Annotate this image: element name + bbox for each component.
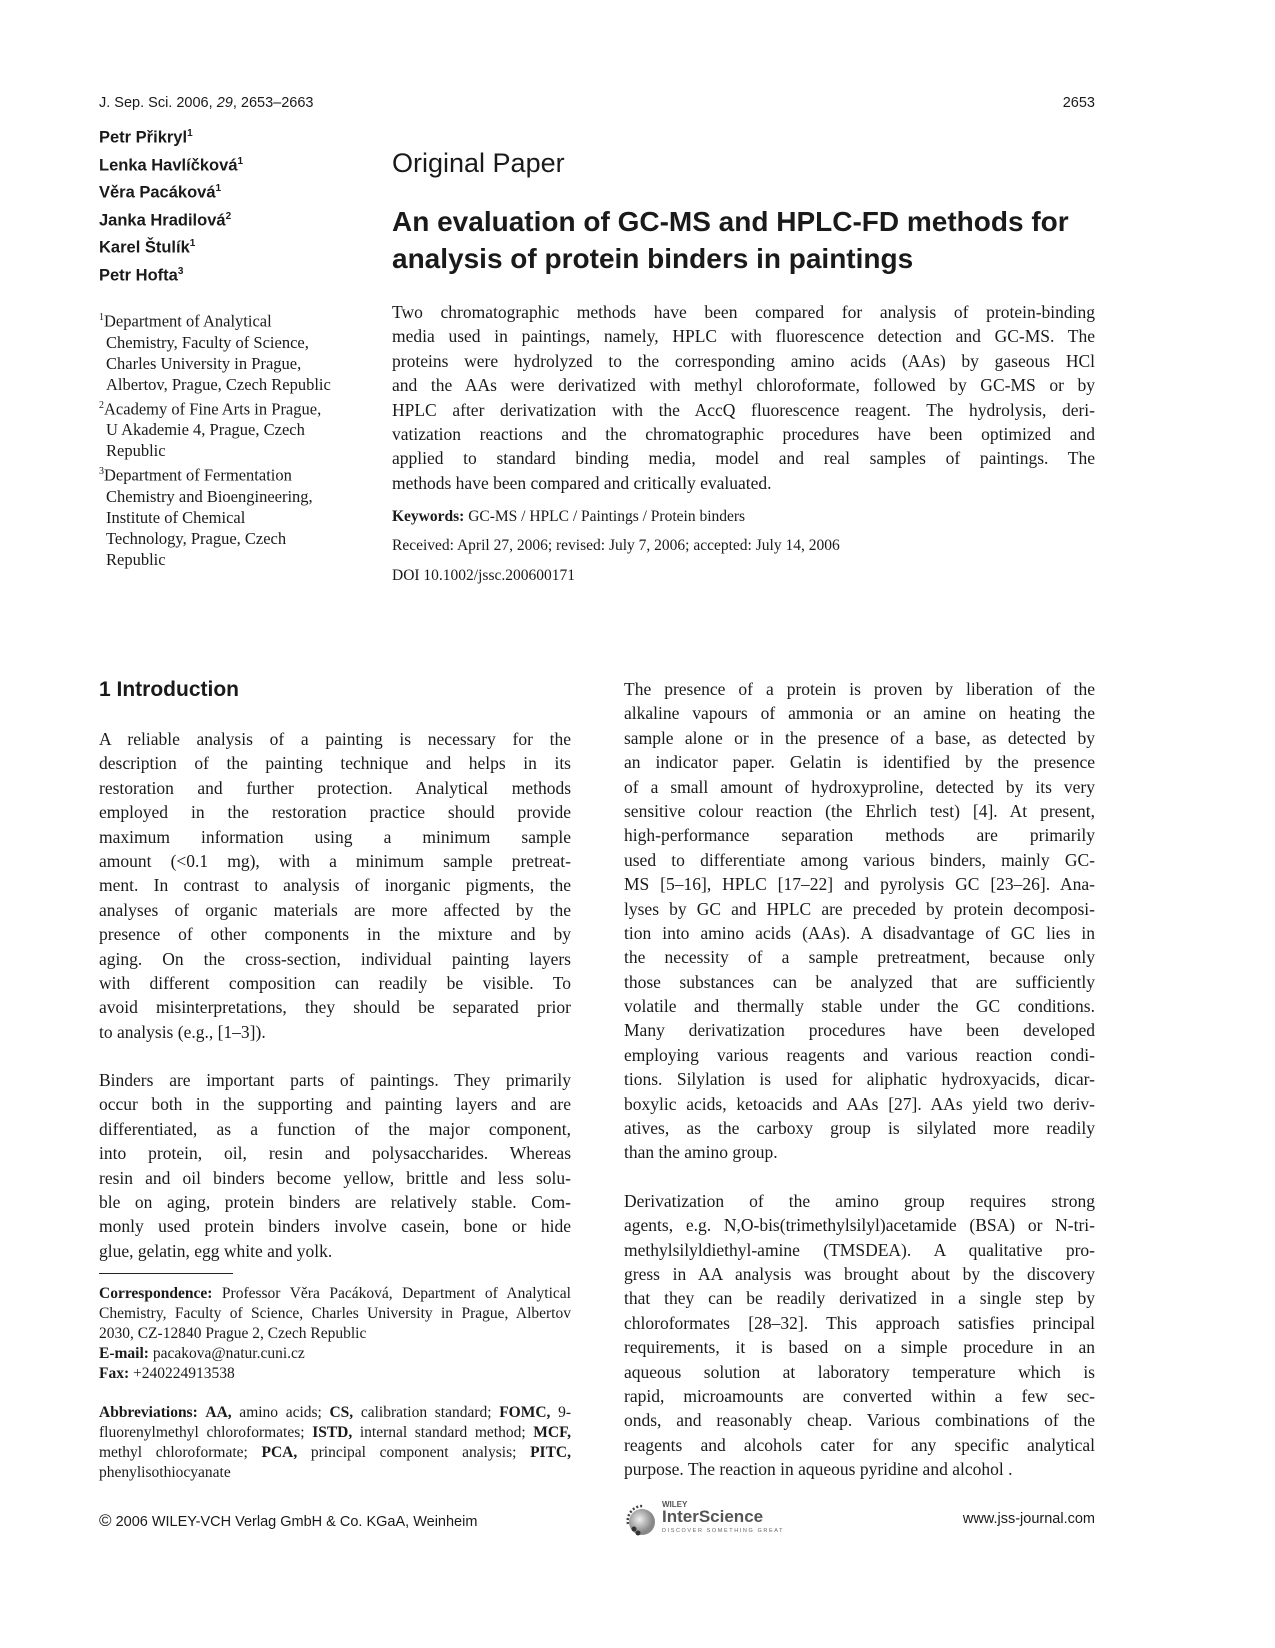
affiliation-line: Institute of Chemical <box>106 507 246 527</box>
text-line: used to differentiate among various binders, mainly GC- <box>624 849 1095 870</box>
text-line: reagents and alcohols cater for any specific analytical <box>624 1434 1095 1455</box>
text-line: rapid, microamounts are converted within a few sec- <box>624 1385 1095 1406</box>
affiliation-line: U Akademie 4, Prague, Czech <box>106 420 305 439</box>
keywords-text: GC-MS / HPLC / Paintings / Protein binders <box>464 508 746 525</box>
abbreviation-definition: methyl chloroformate; <box>99 1444 262 1461</box>
affiliation-line: $^3$Department of Fermentation <box>99 465 292 485</box>
text-line: boxylic acids, ketoacids and AAs [27]. AAs yield two deriv- <box>624 1093 1095 1114</box>
text-line: aging. On the cross-section, individual painting layers <box>99 948 571 969</box>
fax-number: +240224913538 <box>129 1365 235 1382</box>
abbreviation-definition: phenylisothiocyanate <box>99 1464 231 1481</box>
text-line: Binders are important parts of paintings. They primarily <box>99 1070 571 1091</box>
affiliation-number: 3 <box>99 466 104 477</box>
author-name: Karel Štulík$^1$ <box>99 238 196 257</box>
author-list <box>99 122 243 287</box>
text-line: employed in the restoration practice should provide <box>99 802 571 823</box>
paragraph <box>392 300 1095 495</box>
doi: DOI 10.1002/jssc.200600171 <box>392 567 575 584</box>
article-type: Original Paper <box>392 148 565 178</box>
text-line: an indicator paper. Gelatin is identified by the presence <box>624 752 1095 773</box>
affiliation-marker: 1 <box>237 155 244 167</box>
abbreviation-definition: 9-fluorenylmethyl chloroformates; <box>99 1404 571 1441</box>
abbreviation-definition: calibration standard; <box>353 1404 500 1421</box>
footnote-rule <box>99 1273 233 1274</box>
abbreviation-definition: principal component analysis; <box>297 1444 531 1461</box>
affiliation-line: $^1$Department of Analytical <box>99 311 272 331</box>
abbreviations-label: Abbreviations: <box>99 1404 198 1421</box>
text-line: monly used protein binders involve casein, bone or hide <box>99 1216 571 1237</box>
abbreviation: AA, <box>205 1404 232 1421</box>
affiliation-line: Chemistry and Bioengineering, <box>106 486 313 506</box>
text-line: maximum information using a minimum sample <box>99 826 571 847</box>
text-line: occur both in the supporting and painting layers and are <box>99 1094 571 1115</box>
text-line: resin and oil binders become yellow, brittle and less solu- <box>99 1167 571 1188</box>
title-line: analysis of protein binders in paintings <box>392 243 914 274</box>
abbreviation-definition: internal standard method; <box>352 1424 534 1441</box>
fax-label: Fax: <box>99 1365 130 1382</box>
affiliation-number: 2 <box>99 399 104 411</box>
text-line: differentiated, as a function of the major component, <box>99 1118 571 1139</box>
section-heading: 1 Introduction <box>99 678 239 701</box>
text-line: lyses by GC and HPLC are preceded by protein decomposi- <box>624 898 1095 919</box>
abbreviation: CS, <box>329 1404 354 1421</box>
article-title <box>392 203 1112 277</box>
affiliation-line: Republic <box>106 441 166 460</box>
text-line: volatile and thermally stable under the GC conditions. <box>624 996 1095 1017</box>
text-line: A reliable analysis of a painting is necessary for the <box>99 729 571 749</box>
text-line: methylsilyldiethyl-amine (TMSDEA). A qualitative pro- <box>624 1239 1095 1260</box>
affiliation-marker: 1 <box>187 128 193 139</box>
email-address: pacakova@natur.cuni.cz <box>148 1345 305 1362</box>
paragraph <box>99 727 571 1044</box>
abbreviation: MCF, <box>533 1424 572 1441</box>
text-line: employing various reagents and various reaction condi- <box>624 1044 1095 1065</box>
text-line: that they can be readily derivatized in a single step by <box>624 1288 1095 1309</box>
author-name: Petr Přikryl$^1$ <box>99 128 193 147</box>
text-line: amount (<0.1 mg), with a minimum sample pretreat- <box>99 850 571 871</box>
abstract <box>392 300 1095 519</box>
affiliation-marker: 1 <box>189 238 196 249</box>
keywords-label: Keywords: <box>392 508 465 525</box>
citation-volume: 29 <box>216 95 233 111</box>
text-line: alkaline vapours of ammonia or an amine on heating the <box>624 703 1095 724</box>
text-line: description of the painting technique and helps in its <box>99 753 571 774</box>
citation-prefix: J. Sep. Sci. 2006, <box>99 95 217 111</box>
text-line: ment. In contrast to analysis of inorganic pigments, the <box>99 875 571 896</box>
text-line: vatization reactions and the chromatographic procedures have been optimized and <box>392 423 1095 444</box>
paragraph <box>624 677 1095 1165</box>
text-line: than the amino group. <box>624 1142 778 1163</box>
logo-tagline: DISCOVER SOMETHING GREAT <box>662 1528 785 1534</box>
logo-interscience-text: InterScience <box>662 1507 764 1526</box>
text-line: aqueous solution at laboratory temperature which is <box>624 1361 1095 1382</box>
abbreviation: PCA, <box>261 1444 298 1461</box>
text-line: purpose. The reaction in aqueous pyridine and alcohol . <box>624 1459 1013 1480</box>
text-line: Many derivatization procedures have been developed <box>624 1020 1095 1041</box>
affiliation-line: $^2$Academy of Fine Arts in Prague, <box>99 399 322 418</box>
abbreviation: PITC, <box>530 1444 571 1461</box>
email-label: E-mail: <box>99 1345 149 1362</box>
affiliation-line: Albertov, Prague, Czech Republic <box>106 374 331 394</box>
text-line: of a small amount of hydroxyproline, detected by its very <box>624 776 1095 797</box>
author-name: Janka Hradilová$^2$ <box>99 210 232 229</box>
right-column-text <box>624 677 1095 1506</box>
affiliation-line: Charles University in Prague, <box>106 353 302 373</box>
text-line: proteins were hydrolyzed to the corresponding amino acids (AAs) by gaseous HCl <box>392 350 1095 371</box>
text-line: presence of other components in the mixture and by <box>99 924 571 945</box>
affiliations <box>99 307 379 570</box>
correspondence-label: Correspondence: <box>99 1285 213 1302</box>
text-line: The presence of a protein is proven by liberation of the <box>624 679 1095 699</box>
affiliation-marker: 3 <box>177 265 184 277</box>
correspondence-text: Professor Věra Pacáková, Department of Analytical Chemistry, Faculty of Science, Charles University in Prague, Albertov 2030, CZ-12840 Prague 2, Czech Republic <box>99 1285 571 1342</box>
logo-wiley-text: WILEY <box>662 1500 688 1509</box>
text-line: Two chromatographic methods have been compared for analysis of protein-binding <box>392 302 1095 322</box>
text-line: ble on aging, protein binders are relatively stable. Com- <box>99 1192 571 1213</box>
wiley-interscience-logo <box>622 1500 785 1540</box>
text-line: Derivatization of the amino group requires strong <box>624 1190 1095 1211</box>
text-line: avoid misinterpretations, they should be separated prior <box>99 997 571 1018</box>
title-line: An evaluation of GC-MS and HPLC-FD methods for <box>392 206 1069 237</box>
text-line: onds, and reasonably cheap. Various combinations of the <box>624 1410 1095 1431</box>
affiliation-line: Chemistry, Faculty of Science, <box>106 332 309 352</box>
abbreviation: ISTD, <box>312 1424 353 1441</box>
text-line: to analysis (e.g., [1–3]). <box>99 1021 266 1042</box>
affiliation-line: Republic <box>106 549 166 569</box>
abbreviations-note <box>99 1403 571 1483</box>
affiliation-marker: 2 <box>225 210 232 222</box>
paragraph <box>624 1189 1095 1482</box>
text-line: requirements, it is based on a simple procedure in an <box>624 1337 1095 1358</box>
text-line: glue, gelatin, egg white and yolk. <box>99 1240 333 1261</box>
received-dates: Received: April 27, 2006; revised: July 7, 2006; accepted: July 14, 2006 <box>392 537 840 554</box>
text-line: sample alone or in the presence of a base, as detected by <box>624 727 1095 748</box>
text-line: gress in AA analysis was brought about by the discovery <box>624 1263 1095 1284</box>
text-line: with different composition can readily be visible. To <box>99 972 571 993</box>
affiliation-line: Technology, Prague, Czech <box>106 528 287 548</box>
author-name: Petr Hofta$^3$ <box>99 265 184 284</box>
text-line: into protein, oil, resin and polysaccharides. Whereas <box>99 1143 571 1164</box>
journal-url[interactable]: www.jss-journal.com <box>962 1511 1095 1527</box>
copyright <box>99 1511 477 1531</box>
text-line: applied to standard binding media, model and real samples of paintings. The <box>392 448 1095 469</box>
journal-citation <box>99 95 313 111</box>
affiliation-marker: 1 <box>215 183 222 194</box>
text-line: high-performance separation methods are primarily <box>624 825 1095 846</box>
text-line: methods have been compared and critically evaluated. <box>392 472 772 493</box>
copyright-icon: © <box>99 1511 112 1530</box>
author-name: Lenka Havlíčková$^1$ <box>99 155 244 174</box>
citation-suffix: , 2653–2663 <box>232 95 314 111</box>
text-line: and the AAs were derivatized with methyl chloroformate, followed by GC-MS or by <box>392 375 1095 396</box>
paragraph <box>99 1068 571 1263</box>
author-name: Věra Pacáková$^1$ <box>99 183 222 202</box>
text-line: sensitive colour reaction (the Ehrlich test) [4]. At present, <box>624 800 1095 821</box>
left-column-text <box>99 727 571 1287</box>
copyright-text: 2006 WILEY-VCH Verlag GmbH & Co. KGaA, Weinheim <box>115 1514 478 1530</box>
text-line: tions. Silylation is used for aliphatic hydroxyacids, dicar- <box>624 1069 1095 1090</box>
text-line: media used in paintings, namely, HPLC with fluorescence detection and GC-MS. The <box>392 326 1095 347</box>
text-line: the necessity of a sample pretreatment, because only <box>624 947 1095 968</box>
text-line: chloroformates [28–32]. This approach satisfies principal <box>624 1312 1095 1333</box>
text-line: HPLC after derivatization with the AccQ fluorescence reagent. The hydrolysis, deri- <box>392 399 1095 420</box>
abbreviation-definition: amino acids; <box>231 1404 330 1421</box>
affiliation-number: 1 <box>99 312 104 323</box>
correspondence-note <box>99 1284 571 1384</box>
text-line: atives, as the carboxy group is silylated more readily <box>624 1118 1095 1139</box>
text-line: agents, e.g. N,O-bis(trimethylsilyl)acetamide (BSA) or N-tri- <box>624 1215 1095 1236</box>
abbreviation: FOMC, <box>499 1404 551 1421</box>
globe-icon <box>622 1502 658 1538</box>
text-line: those substances can be analyzed that are sufficiently <box>624 971 1095 992</box>
text-line: tion into amino acids (AAs). A disadvantage of GC lies in <box>624 922 1095 943</box>
text-line: analyses of organic materials are more affected by the <box>99 899 571 920</box>
keywords <box>392 508 745 526</box>
text-line: MS [5–16], HPLC [17–22] and pyrolysis GC [23–26]. Ana- <box>624 874 1095 895</box>
page-number: 2653 <box>1062 95 1095 111</box>
text-line: restoration and further protection. Analytical methods <box>99 777 571 798</box>
